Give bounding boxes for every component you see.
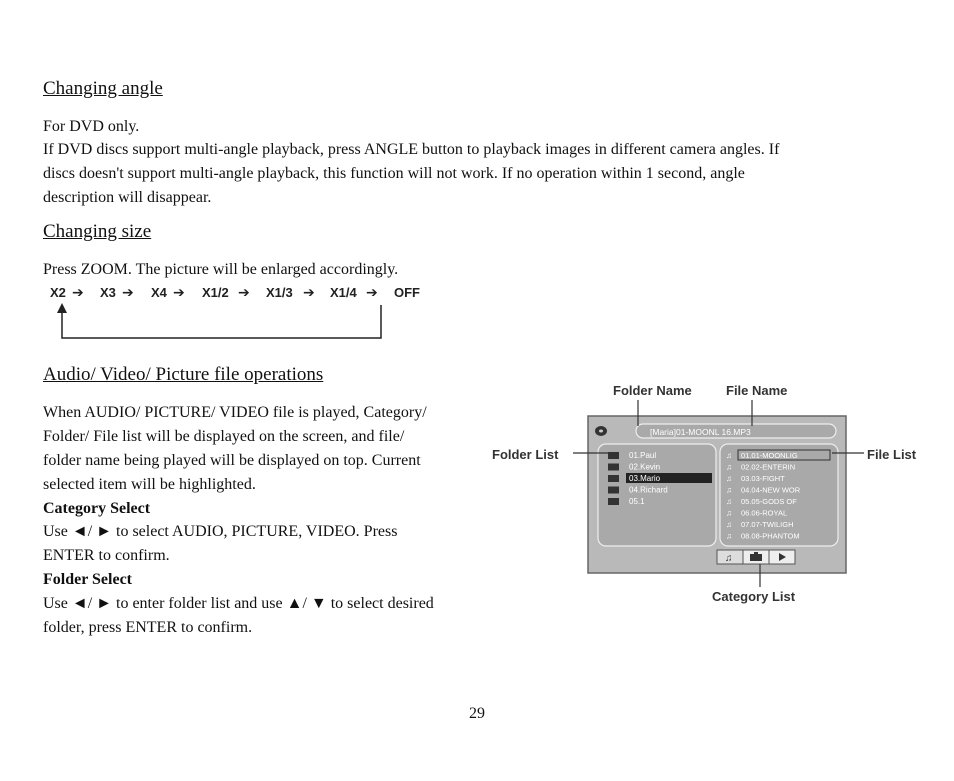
category-select-line: ENTER to confirm. <box>43 547 170 564</box>
file-name: 08.08-PHANTOM <box>741 531 800 541</box>
angle-para-line: description will disappear. <box>43 189 212 206</box>
folder-name: 01.Paul <box>629 451 657 460</box>
folder-select-line: folder, press ENTER to confirm. <box>43 619 253 636</box>
arrow-right-icon: ➔ <box>366 285 378 301</box>
zoom-step: X2 <box>50 285 66 300</box>
fileops-intro-line: selected item will be highlighted. <box>43 476 256 493</box>
folder-name: 03.Mario <box>629 474 661 483</box>
dvd-disc-icon <box>595 426 607 436</box>
arrow-right-icon: ➔ <box>303 285 315 301</box>
arrow-right-icon: ➔ <box>72 285 84 301</box>
music-note-icon: ♫ <box>726 474 732 483</box>
music-note-icon: ♫ <box>726 508 732 518</box>
zoom-sequence-diagram <box>48 285 428 345</box>
folder-list-item[interactable] <box>608 463 660 472</box>
zoom-step: X1/4 <box>330 285 357 300</box>
folder-icon <box>608 487 619 494</box>
arrow-right-icon: ➔ <box>173 285 185 301</box>
music-note-icon: ♫ <box>726 462 732 472</box>
file-name: 06.06-ROYAL <box>741 508 788 518</box>
file-name: 07.07-TWILIGH <box>741 520 794 529</box>
zoom-step: X1/2 <box>202 285 229 300</box>
heading-changing-angle: Changing angle <box>43 78 163 99</box>
music-note-icon: ♫ <box>726 451 732 460</box>
heading-changing-size: Changing size <box>43 221 152 242</box>
folder-icon <box>608 464 619 471</box>
file-name: 02.02-ENTERIN <box>741 462 796 472</box>
zoom-step: X4 <box>151 285 167 300</box>
folder-select-line: Use ◄/ ► to enter folder list and use ▲/ ▼ to select desired <box>43 595 434 612</box>
file-name: 04.04-NEW WOR <box>741 485 801 495</box>
folder-icon <box>608 498 619 505</box>
file-browser-figure <box>490 380 935 615</box>
label-category-list: Category List <box>712 589 796 604</box>
category-select-line: Use ◄/ ► to select AUDIO, PICTURE, VIDEO. Press <box>43 523 398 540</box>
arrow-right-icon: ➔ <box>238 285 250 301</box>
folder-name: 05.1 <box>629 497 645 506</box>
category-bar <box>717 550 795 564</box>
fileops-intro-line: folder name being played will be displayed on top. Current <box>43 452 421 469</box>
zoom-instruction: Press ZOOM. The picture will be enlarged accordingly. <box>43 261 399 278</box>
zoom-step: X1/3 <box>266 285 293 300</box>
music-note-icon: ♫ <box>726 497 732 506</box>
category-select-title: Category Select <box>43 500 151 517</box>
folder-list-panel <box>598 444 716 546</box>
music-note-icon: ♫ <box>726 485 732 495</box>
folder-list-item[interactable] <box>608 451 656 460</box>
music-note-icon: ♫ <box>725 553 733 564</box>
fileops-intro-line: Folder/ File list will be displayed on the screen, and file/ <box>43 428 405 445</box>
file-name: 03.03-FIGHT <box>741 474 785 483</box>
zoom-loop-line <box>48 285 428 345</box>
angle-para-line: If DVD discs support multi-angle playback, press ANGLE button to playback images in different camera angles. If <box>43 141 780 158</box>
folder-name: 04.Richard <box>629 485 668 495</box>
heading-file-operations: Audio/ Video/ Picture file operations <box>43 364 324 385</box>
file-name: 01.01-MOONLIG <box>741 451 798 460</box>
label-file-name: File Name <box>726 383 788 398</box>
music-note-icon: ♫ <box>726 531 732 541</box>
music-note-icon: ♫ <box>726 520 732 529</box>
folder-select-title: Folder Select <box>43 571 133 588</box>
label-file-list: File List <box>867 447 917 462</box>
zoom-step: X3 <box>100 285 116 300</box>
file-name: 05.05-GODS OF <box>741 497 797 506</box>
now-playing-text: [Maria]01-MOONL 16.MP3 <box>650 427 751 437</box>
page-number: 29 <box>469 705 485 722</box>
label-folder-name: Folder Name <box>613 383 692 398</box>
folder-name: 02.Kevin <box>629 462 661 472</box>
zoom-step: OFF <box>394 285 420 300</box>
folder-list-item[interactable] <box>608 486 668 495</box>
fileops-intro-line: When AUDIO/ PICTURE/ VIDEO file is played, Category/ <box>43 404 427 421</box>
arrow-right-icon: ➔ <box>122 285 134 301</box>
folder-icon <box>608 475 619 482</box>
label-folder-list: Folder List <box>492 447 559 462</box>
angle-dvd-only: For DVD only. <box>43 118 140 135</box>
angle-para-line: discs doesn't support multi-angle playback, this function will not work. If no operation within 1 second, angle <box>43 165 745 182</box>
